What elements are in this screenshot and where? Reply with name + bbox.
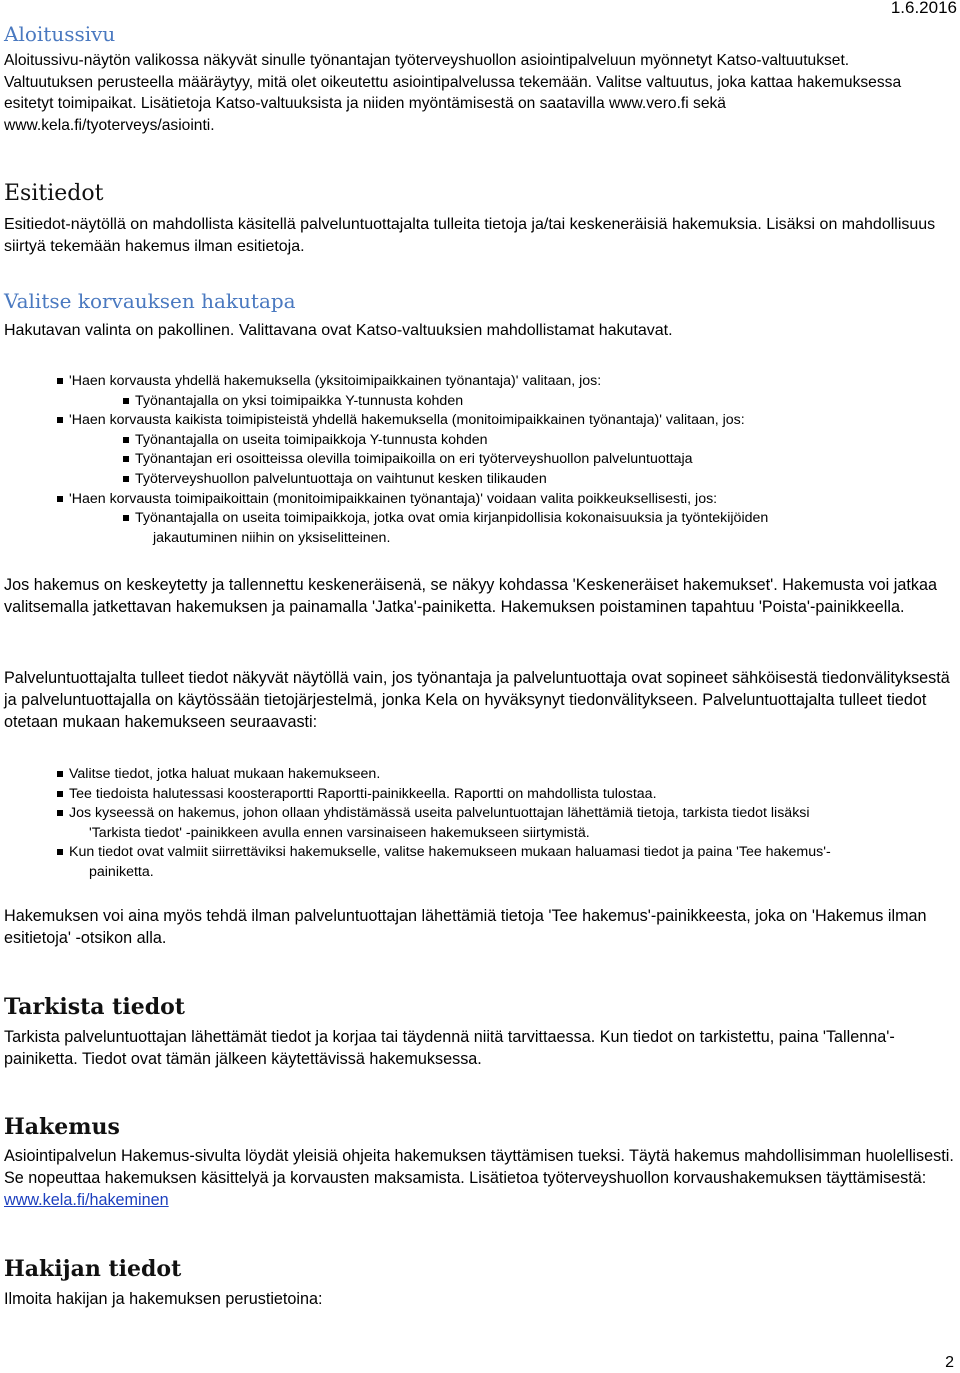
section-heading-hakutapa: Valitse korvauksen hakutapa xyxy=(4,289,296,313)
list-item-text: Työterveyshuollon palveluntuottaja on vaihtunut kesken tilikauden xyxy=(135,470,547,487)
bullet-square-icon xyxy=(57,417,63,423)
hakija-text: Ilmoita hakijan ja hakemuksen perustietoina: xyxy=(4,1290,323,1308)
list-item xyxy=(0,372,960,392)
list-item-text: Työnantajalla on useita toimipaikkoja Y-tunnusta kohden xyxy=(135,431,488,448)
hakemus-text-body: Asiointipalvelun Hakemus-sivulta löydät yleisiä ohjeita hakemuksen täyttämisen tueksi. Täytä hakemus mahdollisimman huolellisesti. Se nopeuttaa hakemuksen käsittelyä ja korvausten maksamista. Lisätietoa työterveyshuollon korvaushakemuksen täyttämisestä: xyxy=(4,1147,954,1187)
list-item xyxy=(0,431,960,451)
bullet-square-icon xyxy=(57,810,63,816)
bullet-square-icon xyxy=(123,456,129,462)
tarkista-text: Tarkista palveluntuottajan lähettämät tiedot ja korjaa tai täydennä niitä tarvittaessa. Kun tiedot on tarkistettu, paina 'Tallenna'-painiketta. Tiedot ovat tämän jälkeen käytettävissä hakemuksessa. xyxy=(4,1028,895,1068)
page-number: 2 xyxy=(945,1354,954,1371)
list-item xyxy=(0,392,960,412)
list-item-text-continued: 'Tarkista tiedot' -painikkeen avulla ennen varsinaiseen hakemukseen siirtymistä. xyxy=(89,824,590,841)
list-item-text-continued: painiketta. xyxy=(89,863,154,880)
bullet-square-icon xyxy=(123,515,129,521)
section-heading-hakemus: Hakemus xyxy=(4,1114,120,1140)
bullet-square-icon xyxy=(57,496,63,502)
hakemus-text xyxy=(4,1145,954,1211)
bullet-square-icon xyxy=(57,849,63,855)
bullet-square-icon xyxy=(123,476,129,482)
keskeneraiset-text: Jos hakemus on keskeytetty ja tallennettu keskeneräisenä, se näkyy kohdassa 'Keskeneräiset hakemukset'. Hakemusta voi jatkaa valitsemalla jatkettavan hakemuksen ja painamalla 'Jatka'-painiketta. Hakemuksen poistaminen tapahtuu 'Poista'-painikkeella. xyxy=(4,576,937,616)
list-item xyxy=(0,490,960,510)
list-item xyxy=(0,804,960,843)
list-item xyxy=(0,411,960,431)
list-item-text: Kun tiedot ovat valmiit siirrettäviksi hakemukselle, valitse hakemukseen mukaan haluamasi tiedot ja paina 'Tee hakemus'- xyxy=(69,844,831,861)
list-item-text: Jos kyseessä on hakemus, johon ollaan yhdistämässä useita palveluntuottajan lähettämiä tietoja, tarkista tiedot lisäksi xyxy=(69,805,810,822)
list-item-text: Tee tiedoista halutessasi koosteraportti Raportti-painikkeella. Raportti on mahdollista tulostaa. xyxy=(69,785,657,802)
section-heading-aloitussivu: Aloitussivu xyxy=(4,22,116,46)
hakeminen-link[interactable]: www.kela.fi/hakeminen xyxy=(4,1191,169,1209)
aloitussivu-text: Aloitussivu-näytön valikossa näkyvät sinulle työnantajan työterveyshuollon asiointipalveluun myönnetyt Katso-valtuutukset. Valtuutuksen perusteella määräytyy, mitä olet oikeutettu asiointipalvelussa tekemään. Valitse valtuutus, joka kattaa hakemuksessa esitetyt toimipaikat. Lisätietoja Katso-valtuuksista ja niiden myöntämisestä on saatavilla www.vero.fi sekä www.kela.fi/tyoterveys/asiointi. xyxy=(4,52,902,134)
bullet-square-icon xyxy=(123,437,129,443)
palveluntuottaja-text: Palveluntuottajalta tulleet tiedot näkyvät näytöllä vain, jos työnantaja ja palveluntuottaja ovat sopineet sähköisestä tiedonvälityksestä ja palveluntuottajalla on käytössään tietojärjestelmä, jonka Kela on hyväksynyt tiedonvälitykseen. Palveluntuottajalta tulleet tiedot otetaan mukaan hakemukseen seuraavasti: xyxy=(4,669,950,731)
list-item xyxy=(0,509,960,548)
list-item-text: 'Haen korvausta toimipaikoittain (monitoimipaikkainen työnantaja)' voidaan valita poikkeuksellisesti, jos: xyxy=(69,490,718,507)
list-item-text: Työnantajalla on useita toimipaikkoja, jotka ovat omia kirjanpidollisia kokonaisuuksia ja työntekijöiden xyxy=(135,510,769,527)
section-heading-hakijan-tiedot: Hakijan tiedot xyxy=(4,1256,182,1282)
bullet-square-icon xyxy=(57,378,63,384)
list-item xyxy=(0,450,960,470)
ilman-esitietoja-text: Hakemuksen voi aina myös tehdä ilman palveluntuottajan lähettämiä tietoja 'Tee hakemus'-painikkeesta, joka on 'Hakemus ilman esitietoja' -otsikon alla. xyxy=(4,907,927,947)
list-item-text: Työnantajalla on yksi toimipaikka Y-tunnusta kohden xyxy=(135,392,464,409)
esitiedot-text: Esitiedot-näytöllä on mahdollista käsitellä palveluntuottajalta tulleita tietoja ja/tai keskeneräisiä hakemuksia. Lisäksi on mahdollisuus siirtyä tekemään hakemus ilman esitietoja. xyxy=(4,216,936,255)
list-item-text: Valitse tiedot, jotka haluat mukaan hakemukseen. xyxy=(69,766,381,782)
list-item xyxy=(0,843,960,882)
section-heading-tarkista-tiedot: Tarkista tiedot xyxy=(4,994,185,1020)
bullet-square-icon xyxy=(57,791,63,797)
bullet-square-icon xyxy=(123,398,129,404)
document-date: 1.6.2016 xyxy=(890,0,957,17)
list-item-text-continued: jakautuminen niihin on yksiselitteinen. xyxy=(153,529,391,546)
section-heading-esitiedot: Esitiedot xyxy=(4,181,104,206)
list-item xyxy=(0,785,960,805)
palveluntuottaja-steps-list xyxy=(0,765,960,883)
list-item-text: 'Haen korvausta yhdellä hakemuksella (yksitoimipaikkainen työnantaja)' valitaan, jos: xyxy=(69,373,602,389)
list-item-text: Työnantajan eri osoitteissa olevilla toimipaikoilla on eri työterveyshuollon palveluntuottaja xyxy=(135,451,693,468)
bullet-square-icon xyxy=(57,771,63,777)
hakutapa-text: Hakutavan valinta on pakollinen. Valittavana ovat Katso-valtuuksien mahdollistamat hakutavat. xyxy=(4,322,673,339)
list-item xyxy=(0,470,960,490)
list-item xyxy=(0,765,960,785)
hakutapa-options-list xyxy=(0,372,960,548)
list-item-text: 'Haen korvausta kaikista toimipisteistä yhdellä hakemuksella (monitoimipaikkainen työnantaja)' valitaan, jos: xyxy=(69,412,745,429)
